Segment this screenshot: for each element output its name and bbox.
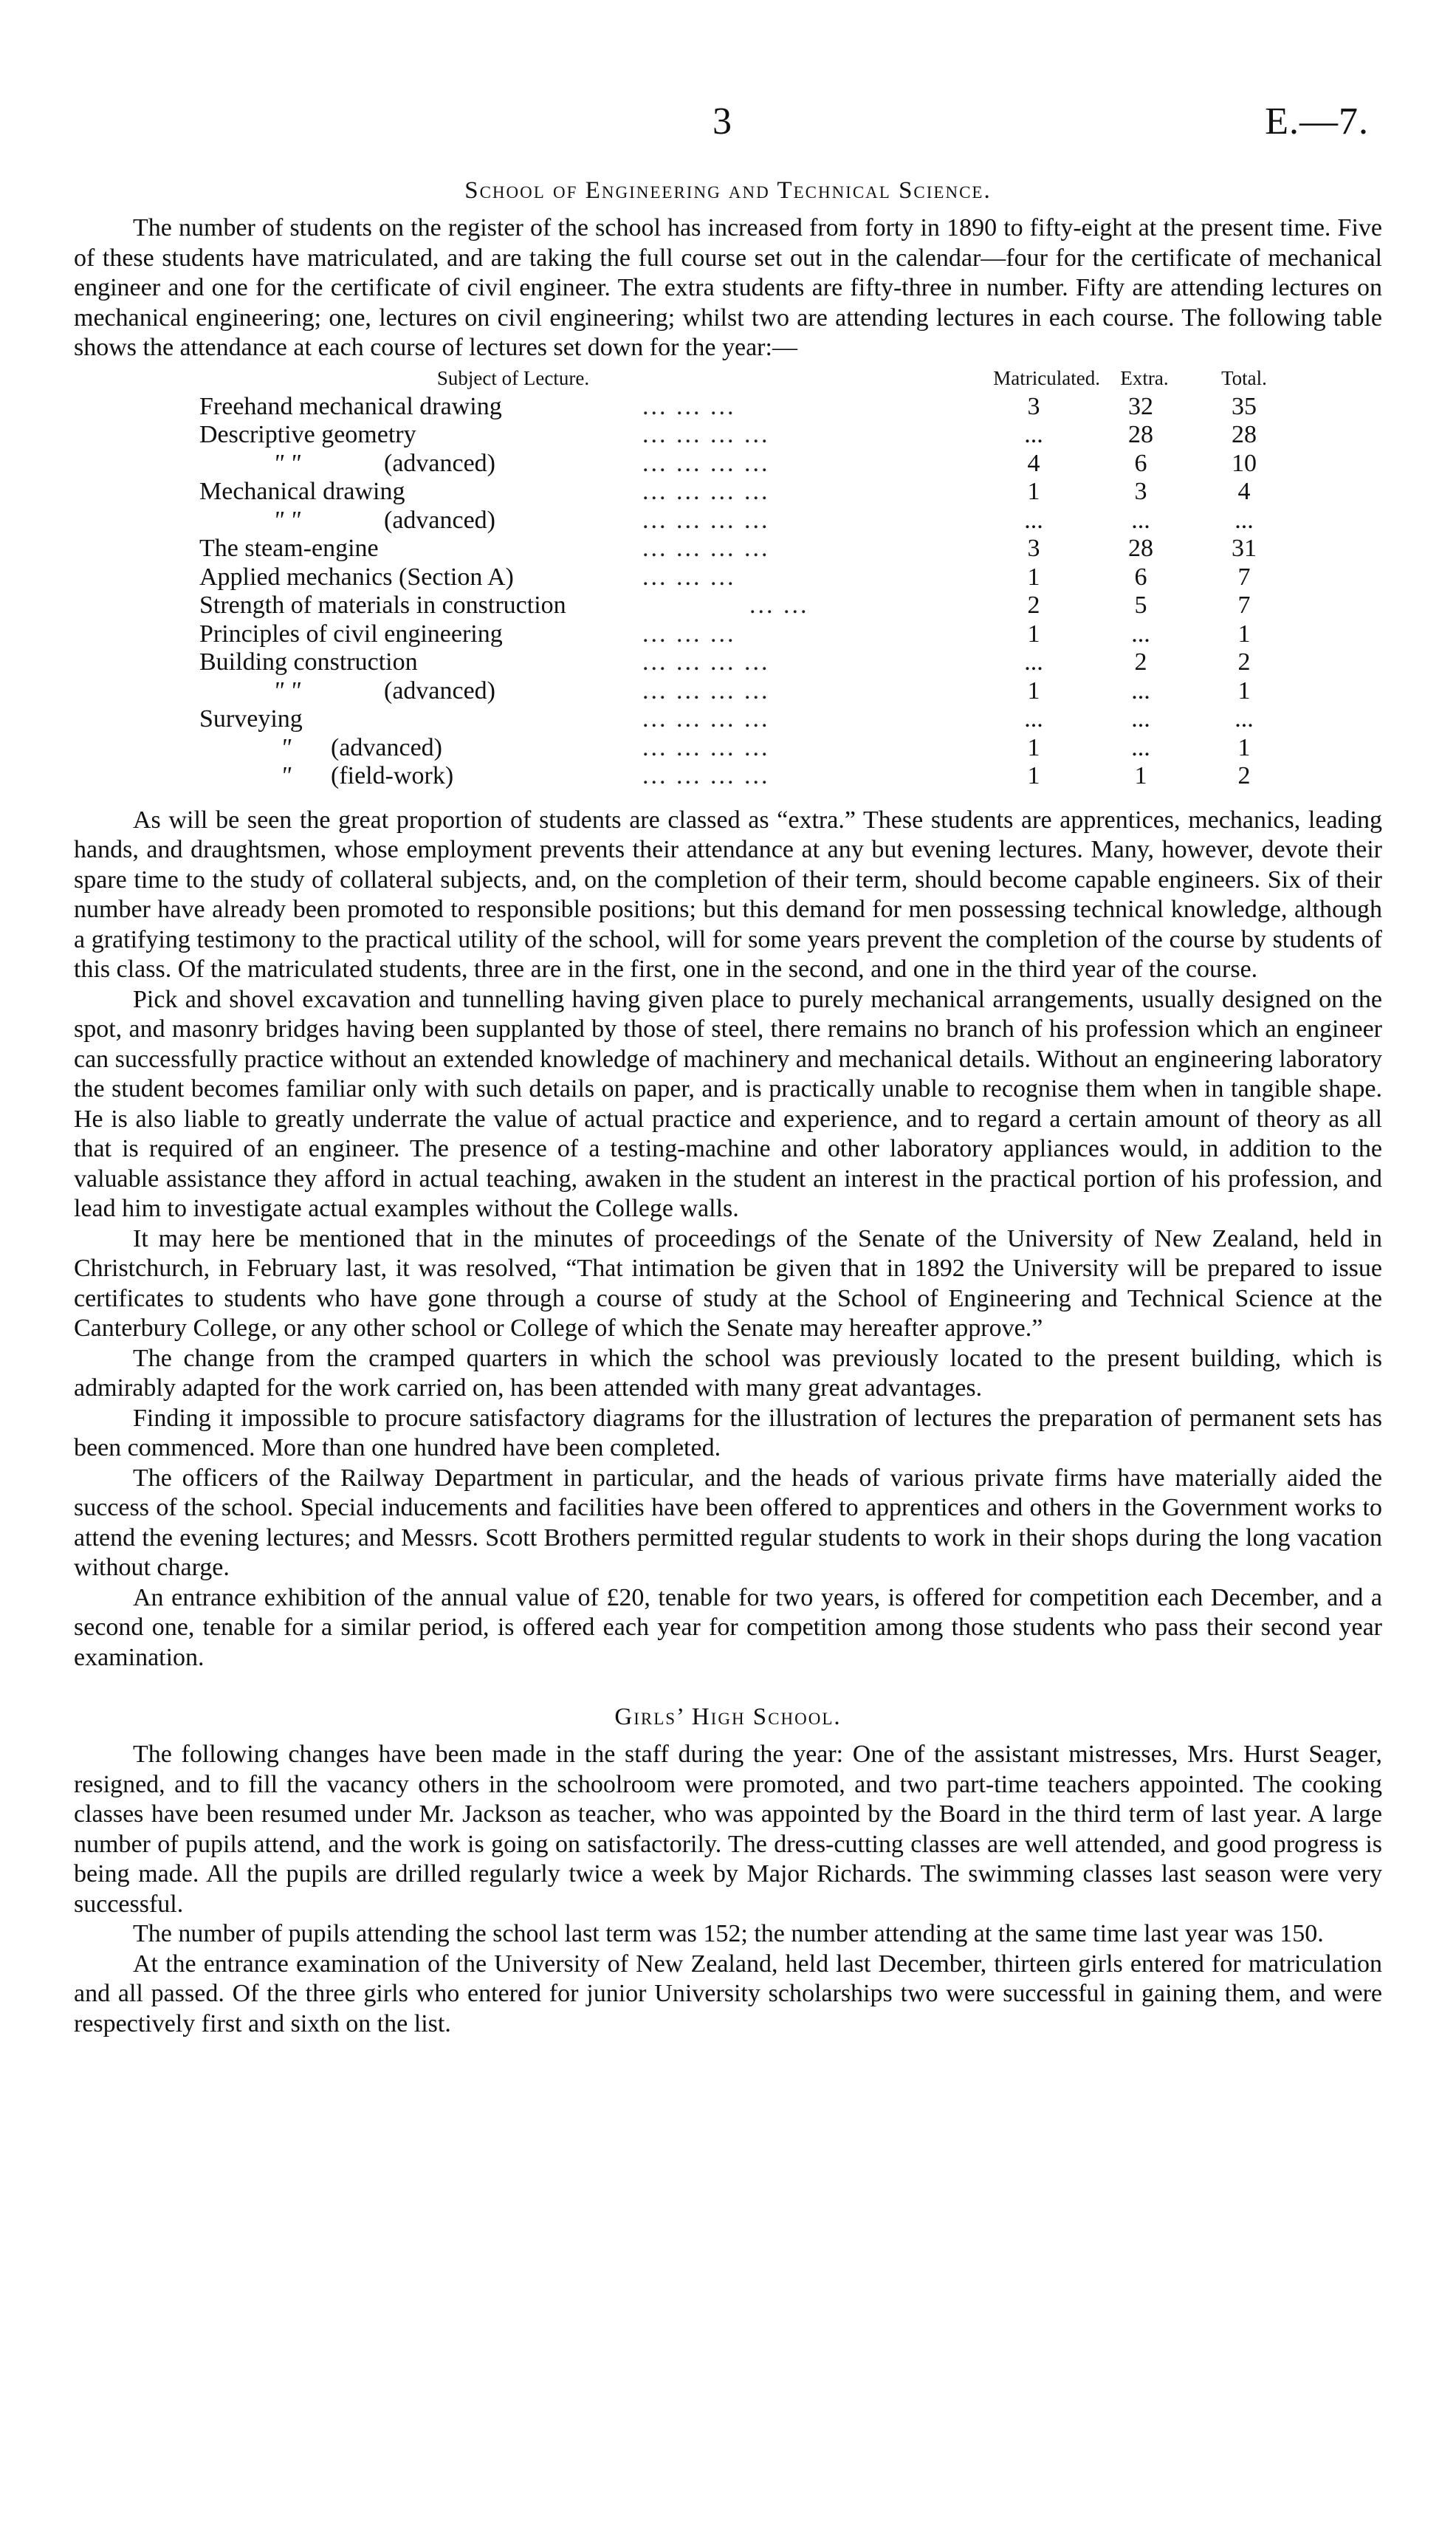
- row-extra: ...: [1131, 620, 1150, 648]
- document-body: [74, 177, 1382, 2039]
- row-matriculated: 1: [1027, 563, 1040, 591]
- row-subject: (advanced): [384, 449, 496, 477]
- row-extra: 2: [1134, 648, 1147, 676]
- ditto-mark: " ": [273, 506, 301, 534]
- row-subject: Building construction: [199, 648, 418, 676]
- header-extra: Extra.: [1120, 367, 1169, 389]
- row-matriculated: 1: [1027, 478, 1040, 505]
- row-extra: 28: [1128, 421, 1153, 448]
- row-matriculated: 1: [1027, 620, 1040, 648]
- body-paragraph: It may here be mentioned that in the minutes of proceedings of the Senate of the University of New Zealand, held in Christchurch, in February last, it was resolved, “That intimation be given that in 1892 the University will be prepared to issue certificates to students who have gone through a course of study at the School of Engineering and Technical Science at the Canterbury College, or any other school or College of which the Senate may hereafter approve.”: [74, 1224, 1382, 1342]
- series-reference: E.—7.: [1265, 100, 1369, 143]
- leader-dots: ... ... ... ...: [642, 421, 770, 448]
- leader-dots: ... ...: [749, 592, 809, 619]
- header-matriculated: Matriculated.: [993, 367, 1100, 389]
- body-paragraph: The change from the cramped quarters in which the school was previously located to the present building, which is admirably adapted for the work carried on, has been attended with many great advantages.: [74, 1344, 1382, 1402]
- table-row: [199, 734, 1351, 763]
- header-total: Total.: [1221, 367, 1267, 389]
- table-row: [199, 393, 1351, 422]
- row-total: 28: [1232, 421, 1257, 448]
- row-subject: (advanced): [331, 733, 443, 761]
- page-header: [0, 100, 1456, 151]
- leader-dots: ... ... ... ...: [642, 506, 770, 534]
- table-row: [199, 705, 1351, 734]
- row-matriculated: 3: [1027, 392, 1040, 420]
- row-extra: ...: [1131, 506, 1150, 534]
- row-subject: Descriptive geometry: [199, 421, 416, 448]
- body-paragraph: The following changes have been made in the staff during the year: One of the assistant mistresses, Mrs. Hurst Seager, resigned, and to fill the vacancy others in the schoolroom were promoted, and two part-time teachers appointed. The cooking classes have been resumed under Mr. Jackson as teacher, who was appointed by the Board in the third term of last year. A large number of pupils attend, and the work is going on satisfactorily. The dress-cutting classes are well attended, and good progress is being made. All the pupils are drilled regularly twice a week by Major Richards. The swimming classes last season were very successful.: [74, 1741, 1382, 1918]
- row-extra: ...: [1131, 705, 1150, 733]
- row-matriculated: 4: [1027, 449, 1040, 477]
- row-total: 2: [1237, 762, 1251, 789]
- row-total: 7: [1237, 592, 1251, 619]
- row-matriculated: ...: [1024, 705, 1043, 733]
- row-matriculated: 1: [1027, 762, 1040, 789]
- table-row: [199, 620, 1351, 649]
- leader-dots: ... ... ... ...: [642, 535, 770, 562]
- leader-dots: ... ... ... ...: [642, 705, 770, 733]
- row-subject: Mechanical drawing: [199, 478, 405, 505]
- body-paragraph: At the entrance examination of the University of New Zealand, held last December, thirteen girls entered for matriculation and all passed. Of the three girls who entered for junior University scholarships two were successful in gaining them, and were respectively first and sixth on the list.: [74, 1950, 1382, 2037]
- leader-dots: ... ... ... ...: [642, 648, 770, 676]
- row-total: 10: [1232, 449, 1257, 477]
- row-subject: The steam-engine: [199, 535, 379, 562]
- table-row: [199, 677, 1351, 706]
- body-paragraph: Pick and shovel excavation and tunnelling having given place to purely mechanical arrangements, usually designed on the spot, and masonry bridges having been supplanted by those of steel, there remains no branch of his profession which an engineer can successfully practice without an extended knowledge of machinery and mechanical details. Without an engineering laboratory the student becomes familiar only with such details on paper, and is practically unable to recognise them when in tangible shape. He is also liable to greatly underrate the value of actual practice and experience, and to regard a certain amount of theory as all that is required of an engineer. The presence of a testing-machine and other laboratory appliances would, in addition to the valuable assistance they afford in actual teaching, awaken in the student an interest in the practical portion of his profession, and lead him to investigate actual examples without the College walls.: [74, 985, 1382, 1222]
- leader-dots: ... ... ...: [642, 392, 736, 420]
- row-total: ...: [1234, 506, 1254, 534]
- table-row: [199, 535, 1351, 563]
- leader-dots: ... ... ... ...: [642, 676, 770, 705]
- row-total: 31: [1232, 535, 1257, 562]
- row-extra: 32: [1128, 392, 1153, 420]
- ditto-mark: " ": [273, 676, 301, 705]
- row-extra: ...: [1131, 676, 1150, 705]
- row-extra: 28: [1128, 535, 1153, 562]
- row-subject: Strength of materials in construction: [199, 592, 566, 619]
- row-subject: Freehand mechanical drawing: [199, 392, 502, 420]
- body-paragraph: The officers of the Railway Department in particular, and the heads of various private firms have materially aided the success of the school. Special inducements and facilities have been offered to apprentices and others in the Government works to attend the evening lectures; and Messrs. Scott Brothers permitted regular students to work in their shops during the long vacation without charge.: [74, 1464, 1382, 1581]
- row-subject: Surveying: [199, 705, 303, 733]
- row-total: 7: [1237, 563, 1251, 591]
- row-total: 4: [1237, 478, 1251, 505]
- row-total: 1: [1237, 733, 1251, 761]
- row-matriculated: ...: [1024, 506, 1043, 534]
- row-subject: (advanced): [384, 676, 496, 705]
- row-extra: 3: [1134, 478, 1147, 505]
- row-matriculated: 3: [1027, 535, 1040, 562]
- table-header-row: [199, 369, 1351, 393]
- ditto-mark: ": [281, 733, 292, 761]
- row-matriculated: 1: [1027, 733, 1040, 761]
- header-subject: Subject of Lecture.: [436, 367, 590, 389]
- table-row: [199, 421, 1351, 450]
- body-paragraph: Finding it impossible to procure satisfactory diagrams for the illustration of lectures the preparation of permanent sets has been commenced. More than one hundred have been completed.: [74, 1404, 1382, 1461]
- row-extra: 6: [1134, 563, 1147, 591]
- ditto-mark: " ": [273, 449, 301, 477]
- page-number: 3: [712, 100, 732, 143]
- row-matriculated: 2: [1027, 592, 1040, 619]
- table-row: [199, 592, 1351, 620]
- row-total: 1: [1237, 620, 1251, 648]
- table-row: [199, 450, 1351, 479]
- body-paragraph: An entrance exhibition of the annual value of £20, tenable for two years, is offered for competition each December, and a second one, tenable for a similar period, is offered each year for competition among those students who pass their second year examination.: [74, 1583, 1382, 1671]
- row-matriculated: ...: [1024, 648, 1043, 676]
- row-total: ...: [1234, 705, 1254, 733]
- row-extra: 5: [1134, 592, 1147, 619]
- row-subject: (field-work): [331, 762, 454, 789]
- table-row: [199, 648, 1351, 677]
- ditto-mark: ": [281, 762, 292, 789]
- table-row: [199, 563, 1351, 592]
- row-extra: 6: [1134, 449, 1147, 477]
- leader-dots: ... ... ... ...: [642, 762, 770, 789]
- row-total: 35: [1232, 392, 1257, 420]
- body-paragraph: As will be seen the great proportion of students are classed as “extra.” These students are apprentices, mechanics, leading hands, and draughtsmen, whose employment prevents their attendance at any but evening lectures. Many, however, devote their spare time to the study of collateral subjects, and, on the completion of their term, should become capable engineers. Six of their number have already been promoted to responsible positions; but this demand for men possessing technical knowledge, although a gratifying testimony to the practical utility of the school, will for some years prevent the completion of the course by students of this class. Of the matriculated students, three are in the first, one in the second, and one in the third year of the course.: [74, 806, 1382, 983]
- row-matriculated: ...: [1024, 421, 1043, 448]
- row-extra: ...: [1131, 733, 1150, 761]
- table-row: [199, 507, 1351, 535]
- row-extra: 1: [1134, 762, 1147, 789]
- row-subject: Applied mechanics (Section A): [199, 563, 514, 591]
- table-row: [199, 478, 1351, 507]
- engineering-section-heading: School of Engineering and Technical Science.: [464, 177, 992, 204]
- engineering-intro-paragraph: The number of students on the register of the school has increased from forty in 1890 to fifty-eight at the present time. Five of these students have matriculated, and are taking the full course set out in the calendar—four for the certificate of mechanical engineer and one for the certificate of civil engineer. The extra students are fifty-three in number. Fifty are attending lectures on mechanical engineering; one, lectures on civil engineering; whilst two are attending lectures in each course. The following table shows the attendance at each course of lectures set down for the year:—: [74, 214, 1382, 361]
- body-paragraph: The number of pupils attending the school last term was 152; the number attending at the same time last year was 150.: [133, 1920, 1324, 1947]
- leader-dots: ... ... ...: [642, 563, 736, 591]
- lecture-attendance-table: [199, 369, 1351, 791]
- row-subject: (advanced): [384, 506, 496, 534]
- table-row: [199, 762, 1351, 791]
- row-total: 1: [1237, 676, 1251, 705]
- leader-dots: ... ... ... ...: [642, 449, 770, 477]
- row-matriculated: 1: [1027, 676, 1040, 705]
- girls-school-section-heading: Girls’ High School.: [614, 1704, 842, 1730]
- leader-dots: ... ... ... ...: [642, 733, 770, 761]
- row-subject: Principles of civil engineering: [199, 620, 503, 648]
- leader-dots: ... ... ...: [642, 620, 736, 648]
- leader-dots: ... ... ... ...: [642, 478, 770, 505]
- row-total: 2: [1237, 648, 1251, 676]
